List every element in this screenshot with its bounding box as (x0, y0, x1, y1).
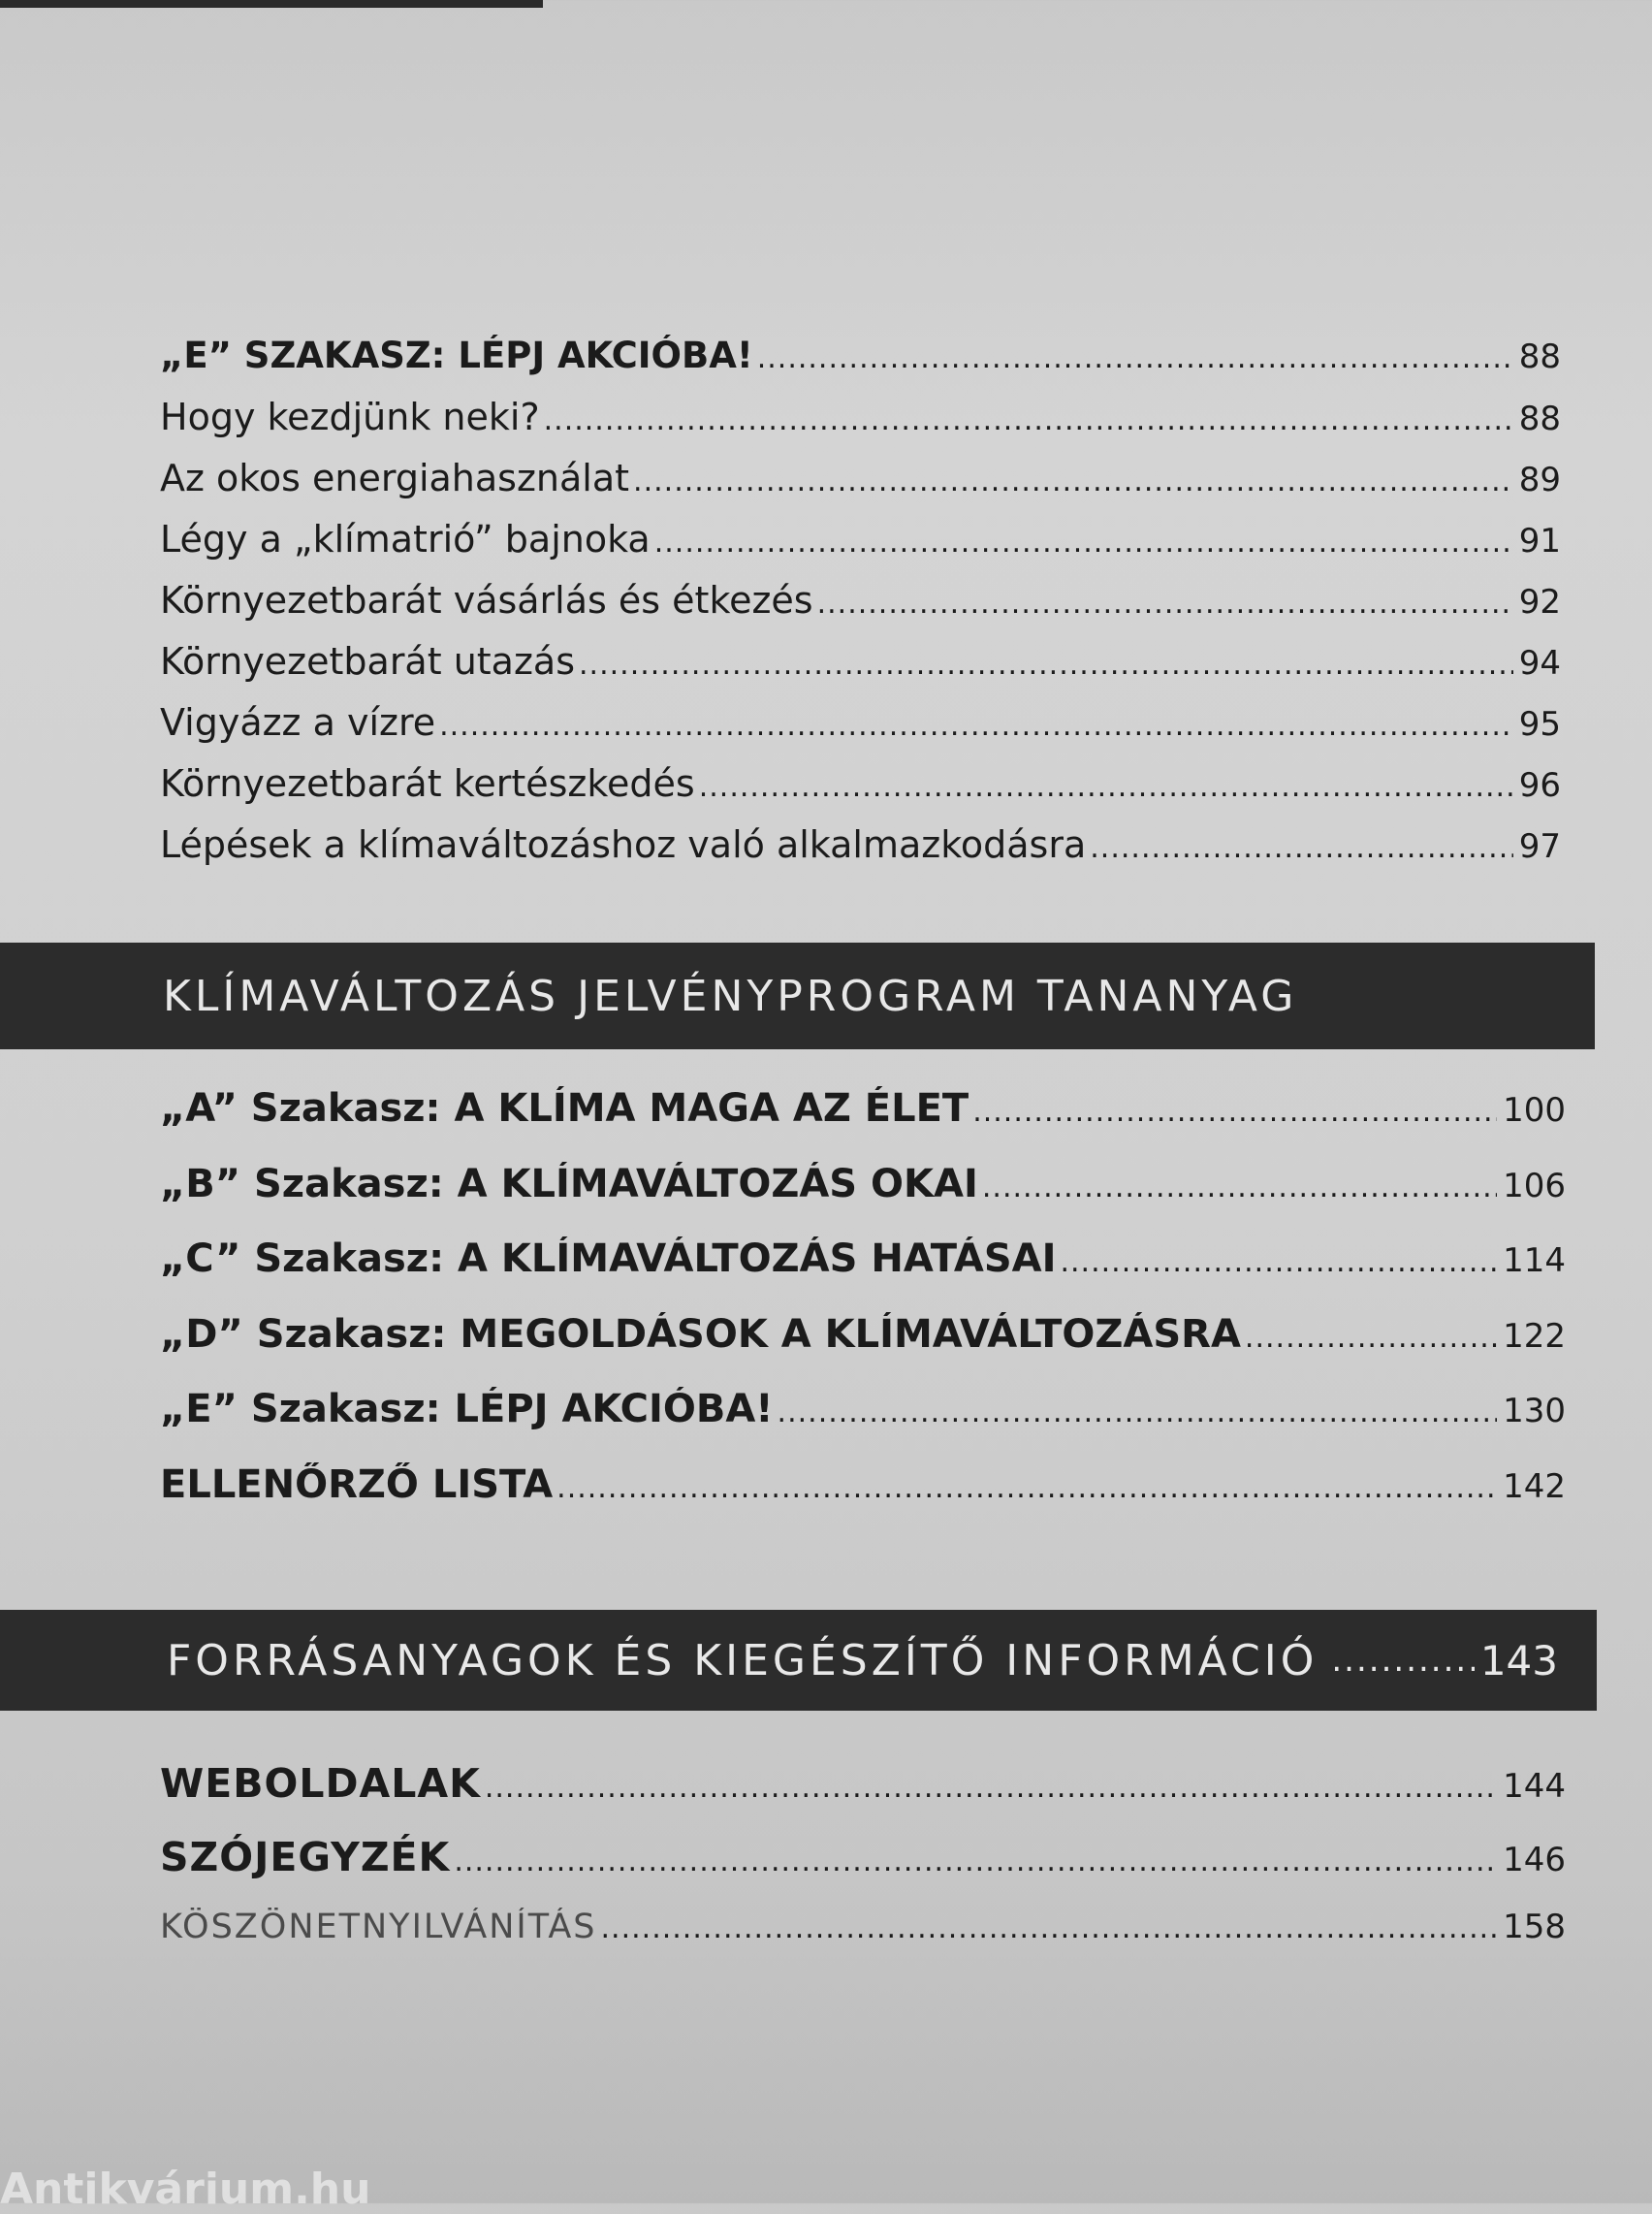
toc-row[interactable] (160, 701, 1561, 762)
toc-leader-dots (654, 526, 1513, 560)
toc-row[interactable] (160, 396, 1561, 457)
toc-row[interactable] (160, 1834, 1566, 1908)
toc-entry-title: Környezetbarát utazás (160, 640, 576, 683)
toc-page-number: 95 (1518, 705, 1561, 744)
toc-entry-title: ELLENŐRZŐ LISTA (160, 1461, 554, 1507)
toc-page-number: 114 (1503, 1241, 1566, 1280)
toc-leader-dots (972, 1095, 1497, 1129)
toc-page-number: 94 (1518, 644, 1561, 683)
toc-entry-title: SZÓJEGYZÉK (160, 1834, 451, 1880)
toc-entry-title: „A” Szakasz: A KLÍMA MAGA AZ ÉLET (160, 1086, 969, 1131)
section-header-band[interactable] (0, 1610, 1597, 1711)
toc-row[interactable] (160, 762, 1561, 823)
toc-section-e (160, 335, 1561, 884)
section-header-title: FORRÁSANYAGOK ÉS KIEGÉSZÍTŐ INFORMÁCIÓ (167, 1635, 1318, 1685)
toc-page-number: 130 (1503, 1392, 1566, 1430)
toc-leader-dots (439, 709, 1513, 743)
toc-leader-dots (757, 341, 1513, 375)
toc-entry-title: Vigyázz a vízre (160, 701, 436, 744)
toc-entry-title: „E” Szakasz: LÉPJ AKCIÓBA! (160, 1387, 774, 1431)
toc-page-number: 122 (1503, 1316, 1566, 1356)
toc-row[interactable] (160, 1312, 1566, 1388)
toc-leader-dots (544, 403, 1513, 437)
toc-leader-dots (1245, 1321, 1497, 1355)
toc-entry-title: Hogy kezdjünk neki? (160, 396, 540, 438)
toc-page-number: 143 (1479, 1636, 1558, 1685)
toc-entry-title: Környezetbarát vásárlás és étkezés (160, 579, 813, 622)
toc-row[interactable] (160, 1387, 1566, 1462)
toc-leader-dots (1318, 1641, 1474, 1680)
page-top-edge (0, 0, 543, 8)
toc-row[interactable] (160, 335, 1561, 396)
toc-row[interactable] (160, 1462, 1566, 1538)
toc-entry-title: Környezetbarát kertészkedés (160, 762, 695, 805)
toc-entry-title: Lépések a klímaváltozáshoz való alkalmazkodásra (160, 823, 1087, 866)
toc-page-number: 88 (1518, 337, 1561, 376)
toc-page-number: 146 (1503, 1841, 1566, 1879)
toc-row[interactable] (160, 1162, 1566, 1237)
toc-row[interactable] (160, 1236, 1566, 1312)
toc-page-number: 142 (1503, 1466, 1566, 1506)
section-header-title: KLÍMAVÁLTOZÁS JELVÉNYPROGRAM TANANYAG (163, 971, 1298, 1021)
toc-page-number: 88 (1518, 400, 1561, 438)
toc-leader-dots (485, 1771, 1497, 1805)
toc-leader-dots (817, 587, 1513, 621)
section-header-band (0, 943, 1595, 1049)
toc-leader-dots (633, 465, 1513, 498)
toc-row[interactable] (160, 823, 1561, 884)
toc-page-number: 158 (1503, 1908, 1566, 1946)
toc-section-resources (160, 1760, 1566, 1981)
toc-section-curriculum (160, 1086, 1566, 1537)
toc-row[interactable] (160, 640, 1561, 701)
toc-leader-dots (601, 1911, 1498, 1945)
toc-leader-dots (778, 1396, 1498, 1429)
toc-leader-dots (556, 1471, 1497, 1505)
toc-row[interactable] (160, 457, 1561, 518)
toc-leader-dots (579, 648, 1513, 682)
toc-page-number: 89 (1518, 461, 1561, 499)
toc-page-number: 97 (1518, 827, 1561, 866)
toc-row[interactable] (160, 1086, 1566, 1162)
watermark-text: Antikvárium.hu (0, 2165, 371, 2214)
toc-leader-dots (454, 1845, 1497, 1878)
toc-entry-title: „D” Szakasz: MEGOLDÁSOK A KLÍMAVÁLTOZÁSRA (160, 1311, 1241, 1357)
toc-page-number: 106 (1503, 1166, 1566, 1205)
toc-leader-dots (1090, 831, 1512, 865)
toc-page-number: 92 (1518, 583, 1561, 622)
toc-entry-title: KÖSZÖNETNYILVÁNÍTÁS (160, 1908, 597, 1946)
toc-row[interactable] (160, 1908, 1566, 1981)
toc-row[interactable] (160, 1760, 1566, 1834)
toc-leader-dots (982, 1171, 1497, 1204)
toc-page-number: 96 (1518, 766, 1561, 805)
toc-leader-dots (1060, 1245, 1497, 1279)
toc-entry-title: „C” Szakasz: A KLÍMAVÁLTOZÁS HATÁSAI (160, 1236, 1057, 1281)
toc-entry-title: Az okos energiahasználat (160, 457, 630, 499)
toc-page-number: 100 (1503, 1091, 1566, 1130)
toc-page-number: 91 (1518, 522, 1561, 561)
toc-entry-title: Légy a „klímatrió” bajnoka (160, 518, 651, 561)
toc-entry-title: „B” Szakasz: A KLÍMAVÁLTOZÁS OKAI (160, 1161, 978, 1206)
toc-leader-dots (699, 770, 1513, 804)
toc-page-number: 144 (1503, 1767, 1566, 1806)
toc-entry-title: „E” SZAKASZ: LÉPJ AKCIÓBA! (160, 335, 753, 376)
toc-entry-title: WEBOLDALAK (160, 1760, 481, 1807)
toc-row[interactable] (160, 579, 1561, 640)
toc-row[interactable] (160, 518, 1561, 579)
